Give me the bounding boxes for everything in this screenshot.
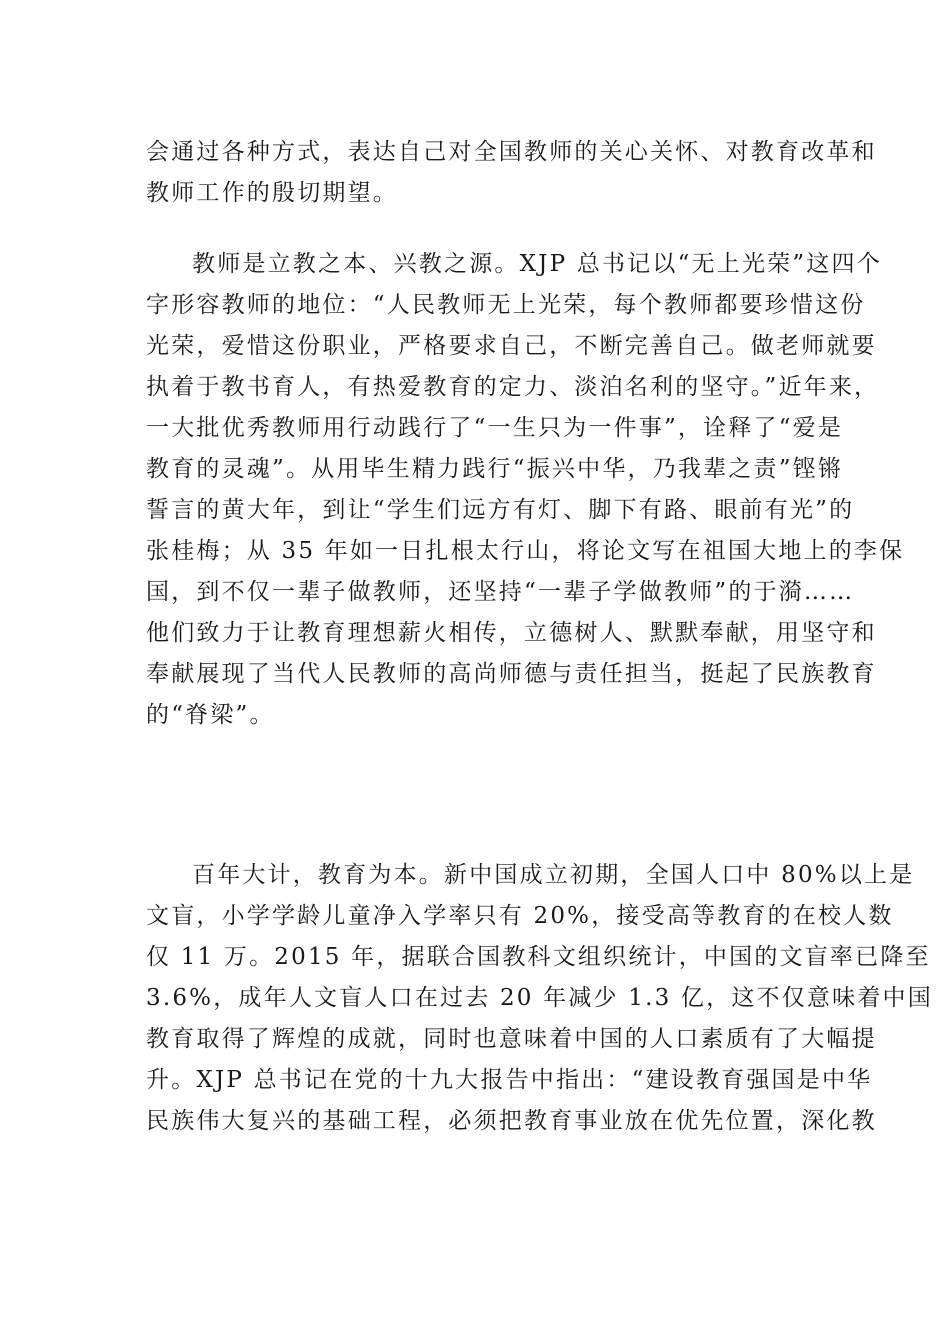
text-line: 一大批优秀教师用行动践行了“一生只为一件事”，诠释了“爱是 <box>146 415 844 441</box>
paragraph-continuation <box>146 132 877 214</box>
text-line: 民族伟大复兴的基础工程，必须把教育事业放在优先位置，深化教 <box>146 1108 877 1134</box>
text-line: 文盲，小学学龄儿童净入学率只有 20%，接受高等教育的在校人数 <box>146 903 894 929</box>
text-line: 誓言的黄大年，到让“学生们远方有灯、脚下有路、眼前有光”的 <box>146 497 855 523</box>
text-line: 会通过各种方式，表达自己对全国教师的关心关怀、对教育改革和 <box>146 139 877 165</box>
text-line: 光荣，爱惜这份职业，严格要求自己，不断完善自己。做老师就要 <box>146 333 877 359</box>
text-line: 字形容教师的地位：“人民教师无上光荣，每个教师都要珍惜这份 <box>146 292 866 318</box>
text-line: 教师是立教之本、兴教之源。XJP 总书记以“无上光荣”这四个 <box>192 251 882 277</box>
text-line: 升。XJP 总书记在党的十九大报告中指出：“建设教育强国是中华 <box>146 1067 873 1093</box>
text-line: 3.6%，成年人文盲人口在过去 20 年减少 1.3 亿，这不仅意味着中国 <box>146 985 933 1011</box>
text-line: 国，到不仅一辈子做教师，还坚持“一辈子学做教师”的于漪…… <box>146 579 855 605</box>
text-line: 教育取得了辉煌的成就，同时也意味着中国的人口素质有了大幅提 <box>146 1026 877 1052</box>
text-line: 教育的灵魂”。从用毕生精力践行“振兴中华，乃我辈之责”铿锵 <box>146 456 844 482</box>
text-line: 仅 11 万。2015 年，据联合国教科文组织统计，中国的文盲率已降至 <box>146 944 931 970</box>
text-line: 教师工作的殷切期望。 <box>146 180 398 206</box>
text-line: 百年大计，教育为本。新中国成立初期，全国人口中 80%以上是 <box>192 862 915 888</box>
text-line: 的“脊梁”。 <box>146 702 275 728</box>
text-line: 张桂梅；从 35 年如一日扎根太行山，将论文写在祖国大地上的李保 <box>146 538 905 564</box>
text-line: 执着于教书育人，有热爱教育的定力、淡泊名利的坚守。”近年来， <box>146 374 880 400</box>
text-line: 奉献展现了当代人民教师的高尚师德与责任担当，挺起了民族教育 <box>146 661 877 687</box>
text-line: 他们致力于让教育理想薪火相传，立德树人、默默奉献，用坚守和 <box>146 620 877 646</box>
paragraph-teachers-foundation <box>146 244 905 736</box>
paragraph-education-plan <box>146 855 933 1142</box>
